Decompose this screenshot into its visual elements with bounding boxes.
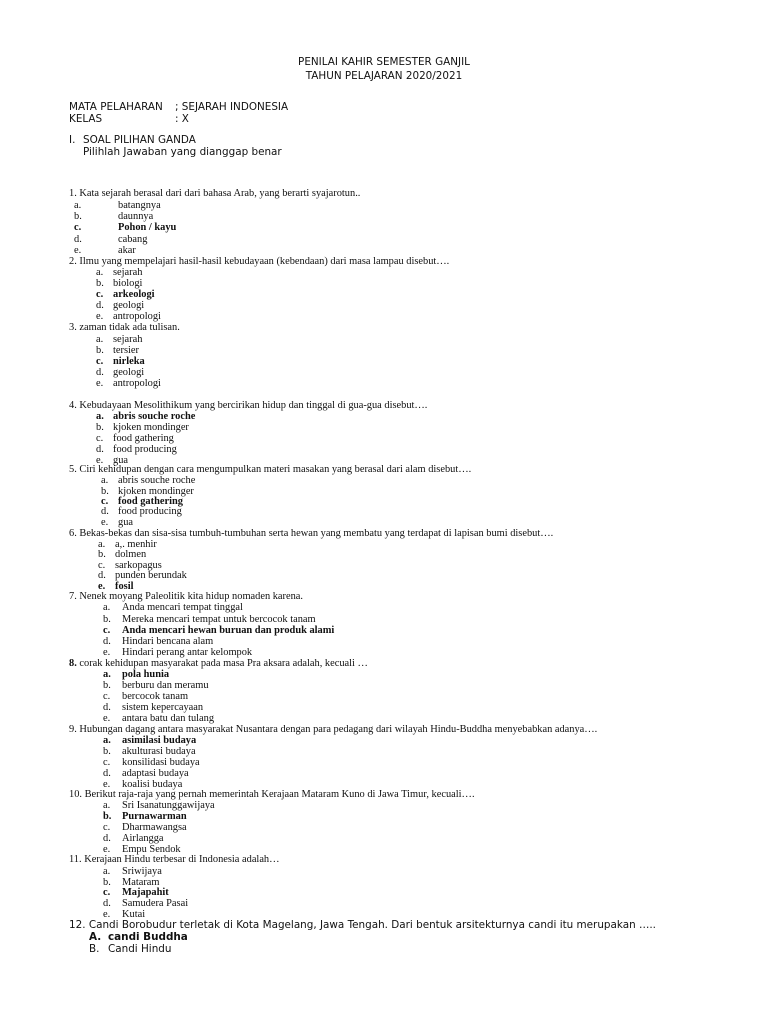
option-text: Mataram [122, 877, 160, 888]
option-letter: b. [74, 211, 82, 222]
option-text: geologi [113, 367, 145, 378]
option-text: daunnya [118, 211, 154, 222]
option-text: food producing [113, 444, 177, 455]
option-text: cabang [118, 234, 148, 245]
option-text: antara batu dan tulang [122, 713, 215, 724]
option-letter: a. [103, 866, 111, 877]
option-letter: b. [103, 877, 111, 888]
option-text: antropologi [113, 378, 161, 389]
option-text: akulturasi budaya [122, 746, 196, 757]
option-text: akar [118, 245, 136, 256]
option-text: sarkopagus [115, 560, 162, 571]
option-letter: b. [103, 680, 111, 691]
option-letter: b. [103, 746, 111, 757]
question-9-text: 9. Hubungan dagang antara masyarakat Nusantara dengan para pedagang dari wilayah Hindu-Buddha menyebabkan adanya…. [69, 724, 598, 735]
option-text: a,. menhir [115, 539, 157, 550]
option-letter: d. [96, 444, 104, 455]
option-text: candi Buddha [108, 931, 188, 943]
option-text: fosil [115, 581, 134, 592]
option-letter: b. [103, 614, 111, 625]
option-text: Kutai [122, 909, 146, 920]
question-3-text: 3. zaman tidak ada tulisan. [69, 322, 180, 333]
option-text: Hindari bencana alam [122, 636, 214, 647]
option-letter: e. [103, 647, 111, 658]
option-text: Anda mencari tempat tinggal [122, 602, 243, 613]
option-text: Anda mencari hewan buruan dan produk alami [122, 625, 335, 636]
option-text: dolmen [115, 549, 147, 560]
option-letter: b. [96, 278, 104, 289]
section-title: SOAL PILIHAN GANDA [83, 134, 196, 146]
option-letter: a. [103, 602, 111, 613]
option-letter: e. [103, 713, 111, 724]
option-letter: c. [103, 887, 111, 898]
option-text: food producing [118, 506, 182, 517]
option-text: Hindari perang antar kelompok [122, 647, 253, 658]
class-value: : X [175, 113, 189, 125]
question-10-text: 10. Berikut raja-raja yang pernah memerintah Kerajaan Mataram Kuno di Jawa Timur, kecuali…. [69, 789, 475, 800]
option-text: konsilidasi budaya [122, 757, 200, 768]
option-text: abris souche roche [118, 475, 196, 486]
option-letter: c. [103, 625, 111, 636]
option-letter: d. [96, 367, 104, 378]
option-text: pola hunia [122, 669, 170, 680]
option-text: Pohon / kayu [118, 222, 177, 233]
option-text: Candi Hindu [108, 943, 172, 955]
option-text: kjoken mondinger [118, 486, 194, 497]
option-letter: e. [96, 311, 104, 322]
option-letter: c. [96, 289, 104, 300]
option-letter: b. [103, 811, 112, 822]
option-letter: a. [74, 200, 82, 211]
question-7-text: 7. Nenek moyang Paleolitik kita hidup nomaden karena. [69, 591, 304, 602]
option-text: sistem kepercayaan [122, 702, 204, 713]
option-text: Samudera Pasai [122, 898, 189, 909]
option-letter: d. [103, 636, 111, 647]
option-letter: a. [103, 800, 111, 811]
option-letter: d. [74, 234, 82, 245]
option-letter: d. [103, 702, 111, 713]
option-letter: b. [98, 549, 106, 560]
question-12-text: 12. Candi Borobudur terletak di Kota Magelang, Jawa Tengah. Dari bentuk arsitekturnya candi itu merupakan ….. [69, 919, 656, 931]
option-letter: d. [103, 898, 111, 909]
option-text: sejarah [113, 334, 143, 345]
option-text: Majapahit [122, 887, 169, 898]
section-instruction: Pilihlah Jawaban yang dianggap benar [83, 146, 282, 158]
option-letter: c. [101, 496, 109, 507]
question-6-text: 6. Bekas-bekas dan sisa-sisa tumbuh-tumbuhan serta hewan yang membatu yang terdapat di lapisan bumi disebut…. [69, 528, 554, 539]
option-letter: e. [96, 378, 104, 389]
option-letter: e. [103, 844, 111, 855]
option-letter: b. [96, 422, 104, 433]
option-letter: e. [74, 245, 82, 256]
option-letter: B. [89, 943, 100, 955]
option-text: antropologi [113, 311, 161, 322]
question-11-text: 11. Kerajaan Hindu terbesar di Indonesia adalah… [69, 854, 280, 865]
option-text: gua [118, 517, 134, 528]
question-8-text [69, 658, 368, 669]
option-letter: a. [101, 475, 109, 486]
option-text: Mereka mencari tempat untuk bercocok tanam [122, 614, 316, 625]
option-text: arkeologi [113, 289, 155, 300]
question-8-body: corak kehidupan masyarakat pada masa Pra aksara adalah, kecuali … [76, 658, 368, 669]
option-letter: a. [96, 334, 104, 345]
option-letter: b. [96, 345, 104, 356]
option-text: berburu dan meramu [122, 680, 209, 691]
option-text: Purnawarman [122, 811, 187, 822]
option-letter: a. [103, 735, 111, 746]
option-letter: c. [103, 757, 111, 768]
option-text: Dharmawangsa [122, 822, 187, 833]
academic-year: TAHUN PELAJARAN 2020/2021 [305, 70, 463, 82]
option-text: nirleka [113, 356, 145, 367]
option-text: adaptasi budaya [122, 768, 189, 779]
question-1-text: 1. Kata sejarah berasal dari dari bahasa Arab, yang berarti syajarotun.. [69, 188, 361, 199]
option-text: biologi [113, 278, 143, 289]
option-letter: c. [96, 356, 104, 367]
option-letter: d. [96, 300, 104, 311]
option-letter: a. [98, 539, 106, 550]
option-letter: a. [103, 669, 111, 680]
option-text: geologi [113, 300, 145, 311]
option-text: Empu Sendok [122, 844, 181, 855]
option-text: koalisi budaya [122, 779, 183, 790]
option-text: abris souche roche [113, 411, 196, 422]
option-letter: e. [96, 455, 104, 466]
section-number: I. [69, 134, 76, 146]
option-text: Sriwijaya [122, 866, 162, 877]
option-text: bercocok tanam [122, 691, 189, 702]
option-letter: c. [98, 560, 106, 571]
option-text: sejarah [113, 267, 143, 278]
option-letter: A. [89, 931, 102, 943]
option-text: food gathering [118, 496, 183, 507]
option-text: food gathering [113, 433, 174, 444]
option-letter: e. [101, 517, 109, 528]
option-letter: a. [96, 411, 104, 422]
option-letter: a. [96, 267, 104, 278]
option-text: tersier [113, 345, 139, 356]
option-text: Airlangga [122, 833, 164, 844]
question-2-text: 2. Ilmu yang mempelajari hasil-hasil kebudayaan (kebendaan) dari masa lampau disebut…. [69, 256, 450, 267]
option-letter: e. [103, 909, 111, 920]
option-text: kjoken mondinger [113, 422, 189, 433]
option-letter: d. [103, 768, 111, 779]
option-letter: c. [103, 691, 111, 702]
option-text: gua [113, 455, 129, 466]
question-8-number: 8. [69, 658, 77, 669]
question-5-text: 5. Ciri kehidupan dengan cara mengumpulkan materi masakan yang berasal dari alam disebut…. [69, 464, 472, 475]
option-text: punden berundak [115, 570, 187, 581]
option-letter: c. [96, 433, 104, 444]
option-letter: d. [101, 506, 109, 517]
subject-label: MATA PELAHARAN [69, 101, 163, 113]
option-letter: e. [98, 581, 106, 592]
option-text: asimilasi budaya [122, 735, 197, 746]
option-letter: d. [98, 570, 106, 581]
question-4-text: 4. Kebudayaan Mesolithikum yang bercirikan hidup dan tinggal di gua-gua disebut…. [69, 400, 428, 411]
option-text: Sri Isanatunggawijaya [122, 800, 215, 811]
option-letter: d. [103, 833, 111, 844]
option-letter: b. [101, 486, 109, 497]
option-letter: c. [74, 222, 82, 233]
option-text: batangnya [118, 200, 161, 211]
document-title: PENILAI KAHIR SEMESTER GANJIL [298, 56, 470, 68]
option-letter: e. [103, 779, 111, 790]
subject-value: ; SEJARAH INDONESIA [175, 101, 289, 113]
class-label: KELAS [69, 113, 103, 125]
option-letter: c. [103, 822, 111, 833]
